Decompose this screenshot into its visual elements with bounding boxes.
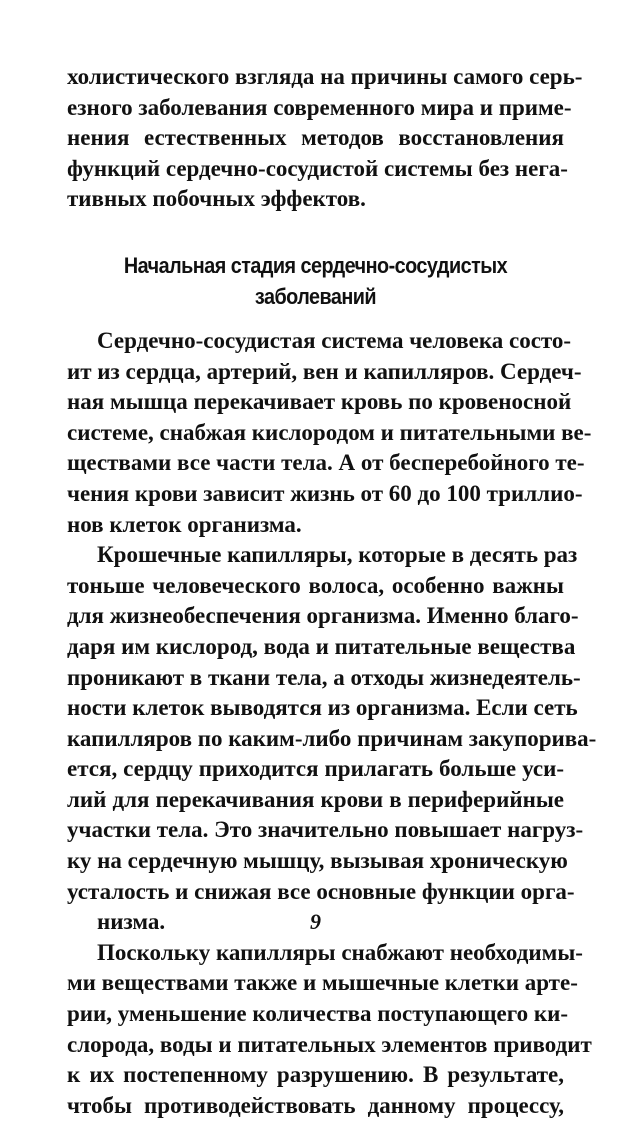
text-line: для жизнеобеспечения организма. Именно благо- <box>67 603 579 629</box>
text-line: ная мышца перекачивает кровь по кровеносной <box>67 389 572 415</box>
text-line: к их постепенному разрушению. В результате, <box>67 1062 564 1088</box>
section-heading <box>97 250 534 312</box>
text-line: слорода, воды и питательных элементов приводит <box>67 1031 592 1057</box>
text-line: низма. <box>97 909 166 935</box>
text-line: ществами все части тела. А от бесперебойного те- <box>67 450 585 476</box>
text-line: чтобы противодействовать данному процессу, <box>67 1092 564 1118</box>
text-line: тивных побочных эффектов. <box>67 186 366 212</box>
text-line: ку на сердечную мышцу, вызывая хроническую <box>67 848 568 874</box>
text-line: ности клеток выводятся из организма. Если сеть <box>67 695 578 721</box>
text-line: езного заболевания современного мира и приме- <box>67 94 572 120</box>
text-line: ми веществами также и мышечные клетки арте- <box>67 970 578 996</box>
text-line: чения крови зависит жизнь от 60 до 100 триллио- <box>67 480 583 506</box>
text-line: усталость и снижая все основные функции орга- <box>67 878 575 904</box>
text-line: ит из сердца, артерий, вен и капилляров. Сердеч- <box>67 358 582 384</box>
text-line: нения естественных методов восстановления <box>67 125 564 151</box>
text-line: рии, уменьшение количества поступающего ки- <box>67 1001 569 1027</box>
page-body <box>67 62 597 1121</box>
text-line: функций сердечно-сосудистой системы без нега- <box>67 155 568 181</box>
text-line: Сердечно-сосудистая система человека состо- <box>97 327 572 353</box>
text-line: капилляров по каким-либо причинам закупорива- <box>67 725 597 751</box>
text-line: даря им кислород, вода и питательные вещества <box>67 633 576 659</box>
text-line: лий для перекачивания крови в периферийные <box>67 786 564 812</box>
paragraph-3 <box>67 938 592 1121</box>
text-line: нов клеток организма. <box>67 511 302 537</box>
paragraph-1 <box>67 326 592 540</box>
paragraph-2 <box>67 540 597 938</box>
text-line: системе, снабжая кислородом и питательными ве- <box>67 419 592 445</box>
heading-line: заболеваний <box>254 283 377 309</box>
intro-paragraph <box>67 62 583 215</box>
text-line: Поскольку капилляры снабжают необходимы- <box>97 939 583 965</box>
page-number: 9 <box>310 909 321 934</box>
heading-line: Начальная стадия сердечно-сосудистых <box>123 252 508 278</box>
text-line: ется, сердцу приходится прилагать больше уси- <box>67 756 564 782</box>
text-line: холистического взгляда на причины самого серь- <box>67 64 583 89</box>
text-line: Крошечные капилляры, которые в десять раз <box>97 542 578 568</box>
text-line: тоньше человеческого волоса, особенно важны <box>67 572 564 598</box>
text-line: участки тела. Это значительно повышает нагруз- <box>67 817 584 843</box>
text-line: проникают в ткани тела, а отходы жизнедеятель- <box>67 664 581 690</box>
